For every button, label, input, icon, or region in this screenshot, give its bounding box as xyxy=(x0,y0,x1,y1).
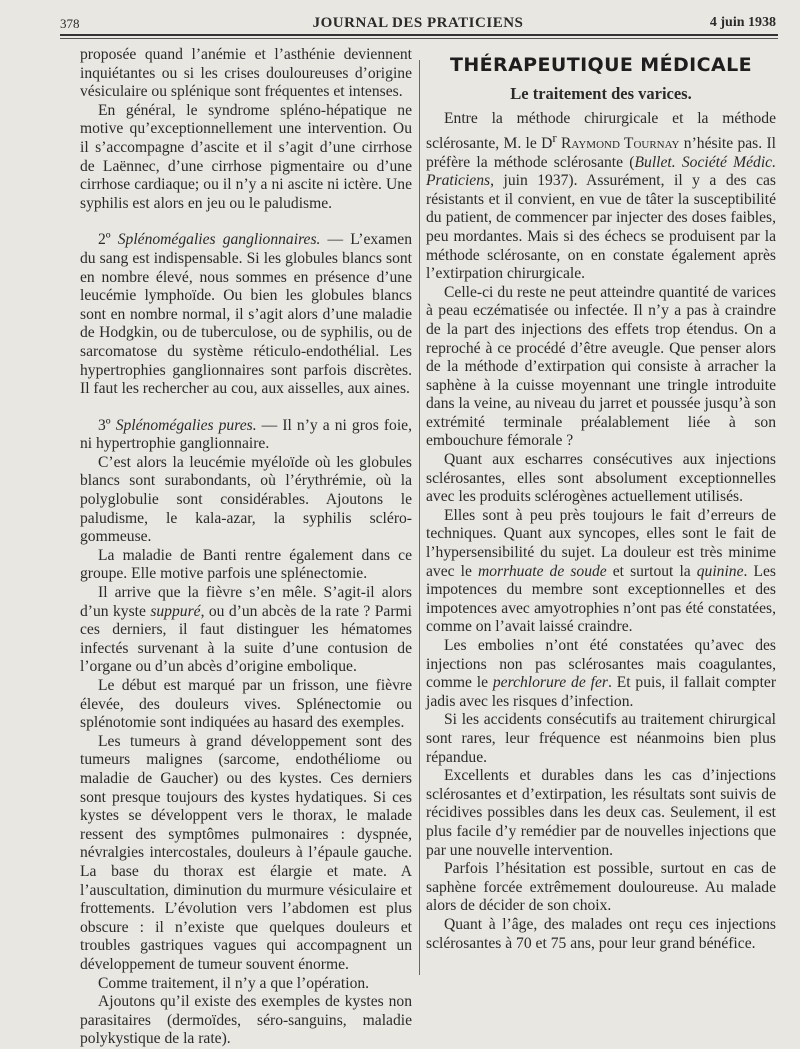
paragraph: Il arrive que la fièvre s’en mêle. S’agit-il alors d’un kyste suppuré, ou d’un abcès de la rate ? Parmi ces derniers, il faut distinguer les hématomes infectés survenant à la suite d’une contusion de l’organe ou d’un abcès d’origine embolique. xyxy=(80,584,413,676)
paragraph: C’est alors la leucémie myéloïde où les globules blancs sont surabondants, où l’érythrémie, où la polyglobulie sont considérables. Ajoutons le paludisme, le kala-azar, la syphilis scléro-gommeuse. xyxy=(80,453,412,546)
citation: Bullet. Société Médic. Praticiens xyxy=(426,153,776,190)
section-number: 2º xyxy=(98,231,111,249)
paragraph: Le début est marqué par un frisson, une fièvre élevée, des douleurs vives. Splénectomie ou splénotomie sont indiquées au hasard des exemples. xyxy=(80,677,412,732)
issue-date: 4 juin 1938 xyxy=(709,15,776,30)
header-rule-thick xyxy=(60,34,778,36)
paragraph: Quant aux escharres consécutives aux injections sclérosantes, elles sont absolument exceptionnelles avec les produits sclérogènes actuellement utilisés. xyxy=(426,451,776,506)
section-heading: Splénomégalies pures. xyxy=(115,416,257,434)
right-column xyxy=(426,46,776,953)
author-name: Raymond Tournay xyxy=(561,134,680,152)
journal-title: JOURNAL DES PRATICIENS xyxy=(312,15,524,31)
paragraph: Quant à l’âge, des malades ont reçu ces injections sclérosantes à 70 et 75 ans, pour leur grand bénéfice. xyxy=(426,915,776,952)
paragraph: Elles sont à peu près toujours le fait d’erreurs de techniques. Quant aux syncopes, elles sont le fait de l’hypersensibilité du sujet. La douleur est très minime avec le morrhuate de soude et surtout la quinine. Les impotences du membre sont exceptionnelles et des impotences avec amyotrophies n’ont pas été constatées, comme on l’avait laissé craindre. xyxy=(426,506,776,636)
section-number: 3º xyxy=(98,416,111,434)
left-column xyxy=(80,46,412,1049)
paragraph: La maladie de Banti rentre également dans ce groupe. Elle motive parfois une splénectomie. xyxy=(80,546,412,583)
header-rule-thin xyxy=(60,38,778,39)
paragraph: Si les accidents consécutifs au traitement chirurgical sont rares, leur fréquence est néanmoins bien plus répandue. xyxy=(426,711,776,766)
page-number: 378 xyxy=(60,16,80,31)
paragraph: Ajoutons qu’il existe des exemples de kystes non parasitaires (dermoïdes, séro-sanguins, maladie polykystique de la rate). xyxy=(80,993,412,1048)
paragraph: Comme traitement, il n’y a que l’opération. xyxy=(98,974,370,992)
column-divider xyxy=(419,60,420,975)
paragraph: Celle-ci du reste ne peut atteindre quantité de varices à peau eczématisée ou infectée. Il n’y a pas à craindre de la part des injections des effets trop étendus. On a reproché à ce procédé d’être aveugle. Que penser alors de la méthode d’extirpation qui consiste à arracher la saphène à la cuisse moyennant une tringle introduite dans la veine, au niveau du jarret et poussée jusqu’à son extrémité terminale préalablement liée à son embouchure fémorale ? xyxy=(426,283,776,450)
section-heading: Splénomégalies ganglionnaires. xyxy=(117,231,321,249)
paragraph: Entre la méthode chirurgicale et la méthode sclérosante, M. le $D^r$ Raymond Tournay n’hésite pas. Il préfère la méthode sclérosante (Bullet. Société Médic. Praticiens, juin 1937). Assurément, il y a des cas résistants et il convient, en vue de tâter la susceptibilité du patient, de commencer par injecter des doses faibles, peu mordantes. Mais si des échecs se produisent par la méthode sclérosante, on en constate également après l’extirpation chirurgicale. xyxy=(426,110,776,283)
section-title: THÉRAPEUTIQUE MÉDICALE xyxy=(450,54,752,76)
section-paragraph-pures: 3º Splénomégalies pures. — Il n’y a ni gros foie, ni hypertrophie ganglionnaire. xyxy=(80,416,412,453)
paragraph: proposée quand l’anémie et l’asthénie deviennent inquiétantes ou si les crises douloureuses d’origine vésiculaire ou splénique sont fréquentes et intenses. xyxy=(80,46,412,101)
running-header xyxy=(60,12,776,36)
paragraph: Excellents et durables dans les cas d’injections sclérosantes et d’extirpation, les résultats sont suivis de récidives possibles dans les deux cas. Seulement, il est plus facile d’y remédier par de nouvelles injections que par une nouvelle intervention. xyxy=(426,767,776,859)
paragraph: Parfois l’hésitation est possible, surtout en cas de saphène forcée extrêmement douloureuse. Au malade alors de décider de son choix. xyxy=(426,860,776,915)
article-title: Le traitement des varices. xyxy=(510,83,692,103)
paragraph: En général, le syndrome spléno-hépatique ne motive qu’exceptionnellement une intervention. Ou il s’accompagne d’ascite et il s’agit d’une cirrhose de Laënnec, d’une cirrhose pigmentaire ou d’une cirrhose cardiaque; ou il n’y a ni ascite ni ictère. Une syphilis est alors en jeu ou le paludisme. xyxy=(80,101,412,212)
section-paragraph-ganglionnaires: 2º Splénomégalies ganglionnaires. — L’examen du sang est indispensable. Si les globules blancs sont en nombre élevé, nous sommes en présence d’une leucémie lymphoïde. Ou bien les globules blancs sont en nombre normal, il s’agit alors d’une maladie de Hodgkin, ou de tuberculose, ou de syphilis, ou de sarcomatose du système réticulo-endothélial. Les hypertrophies ganglionnaires sont parfois discrètes. Il faut les rechercher au cou, aux aisselles, aux aines. xyxy=(80,231,412,398)
paragraph: Les tumeurs à grand développement sont des tumeurs malignes (sarcome, endothéliome ou maladie de Gaucher) ou des kystes. Ces derniers sont presque toujours des kystes hydatiques. Si ces kystes se développent vers le thorax, le malade ressent des symptômes pulmonaires : dyspnée, névralgies intercostales, douleurs à l’épaule gauche. La base du thorax est élargie et mate. A l’auscultation, diminution du murmure vésiculaire et frottements. L’évolution vers l’abdomen est plus obscure : il n’existe que quelques douleurs et troubles gastriques vagues qui accompagnent un développement de tumeur souvent énorme. xyxy=(80,732,412,973)
paragraph: Les embolies n’ont été constatées qu’avec des injections non pas sclérosantes mais coagulantes, comme le perchlorure de fer. Et puis, il fallait compter jadis avec les risques d’infection. xyxy=(426,637,777,710)
